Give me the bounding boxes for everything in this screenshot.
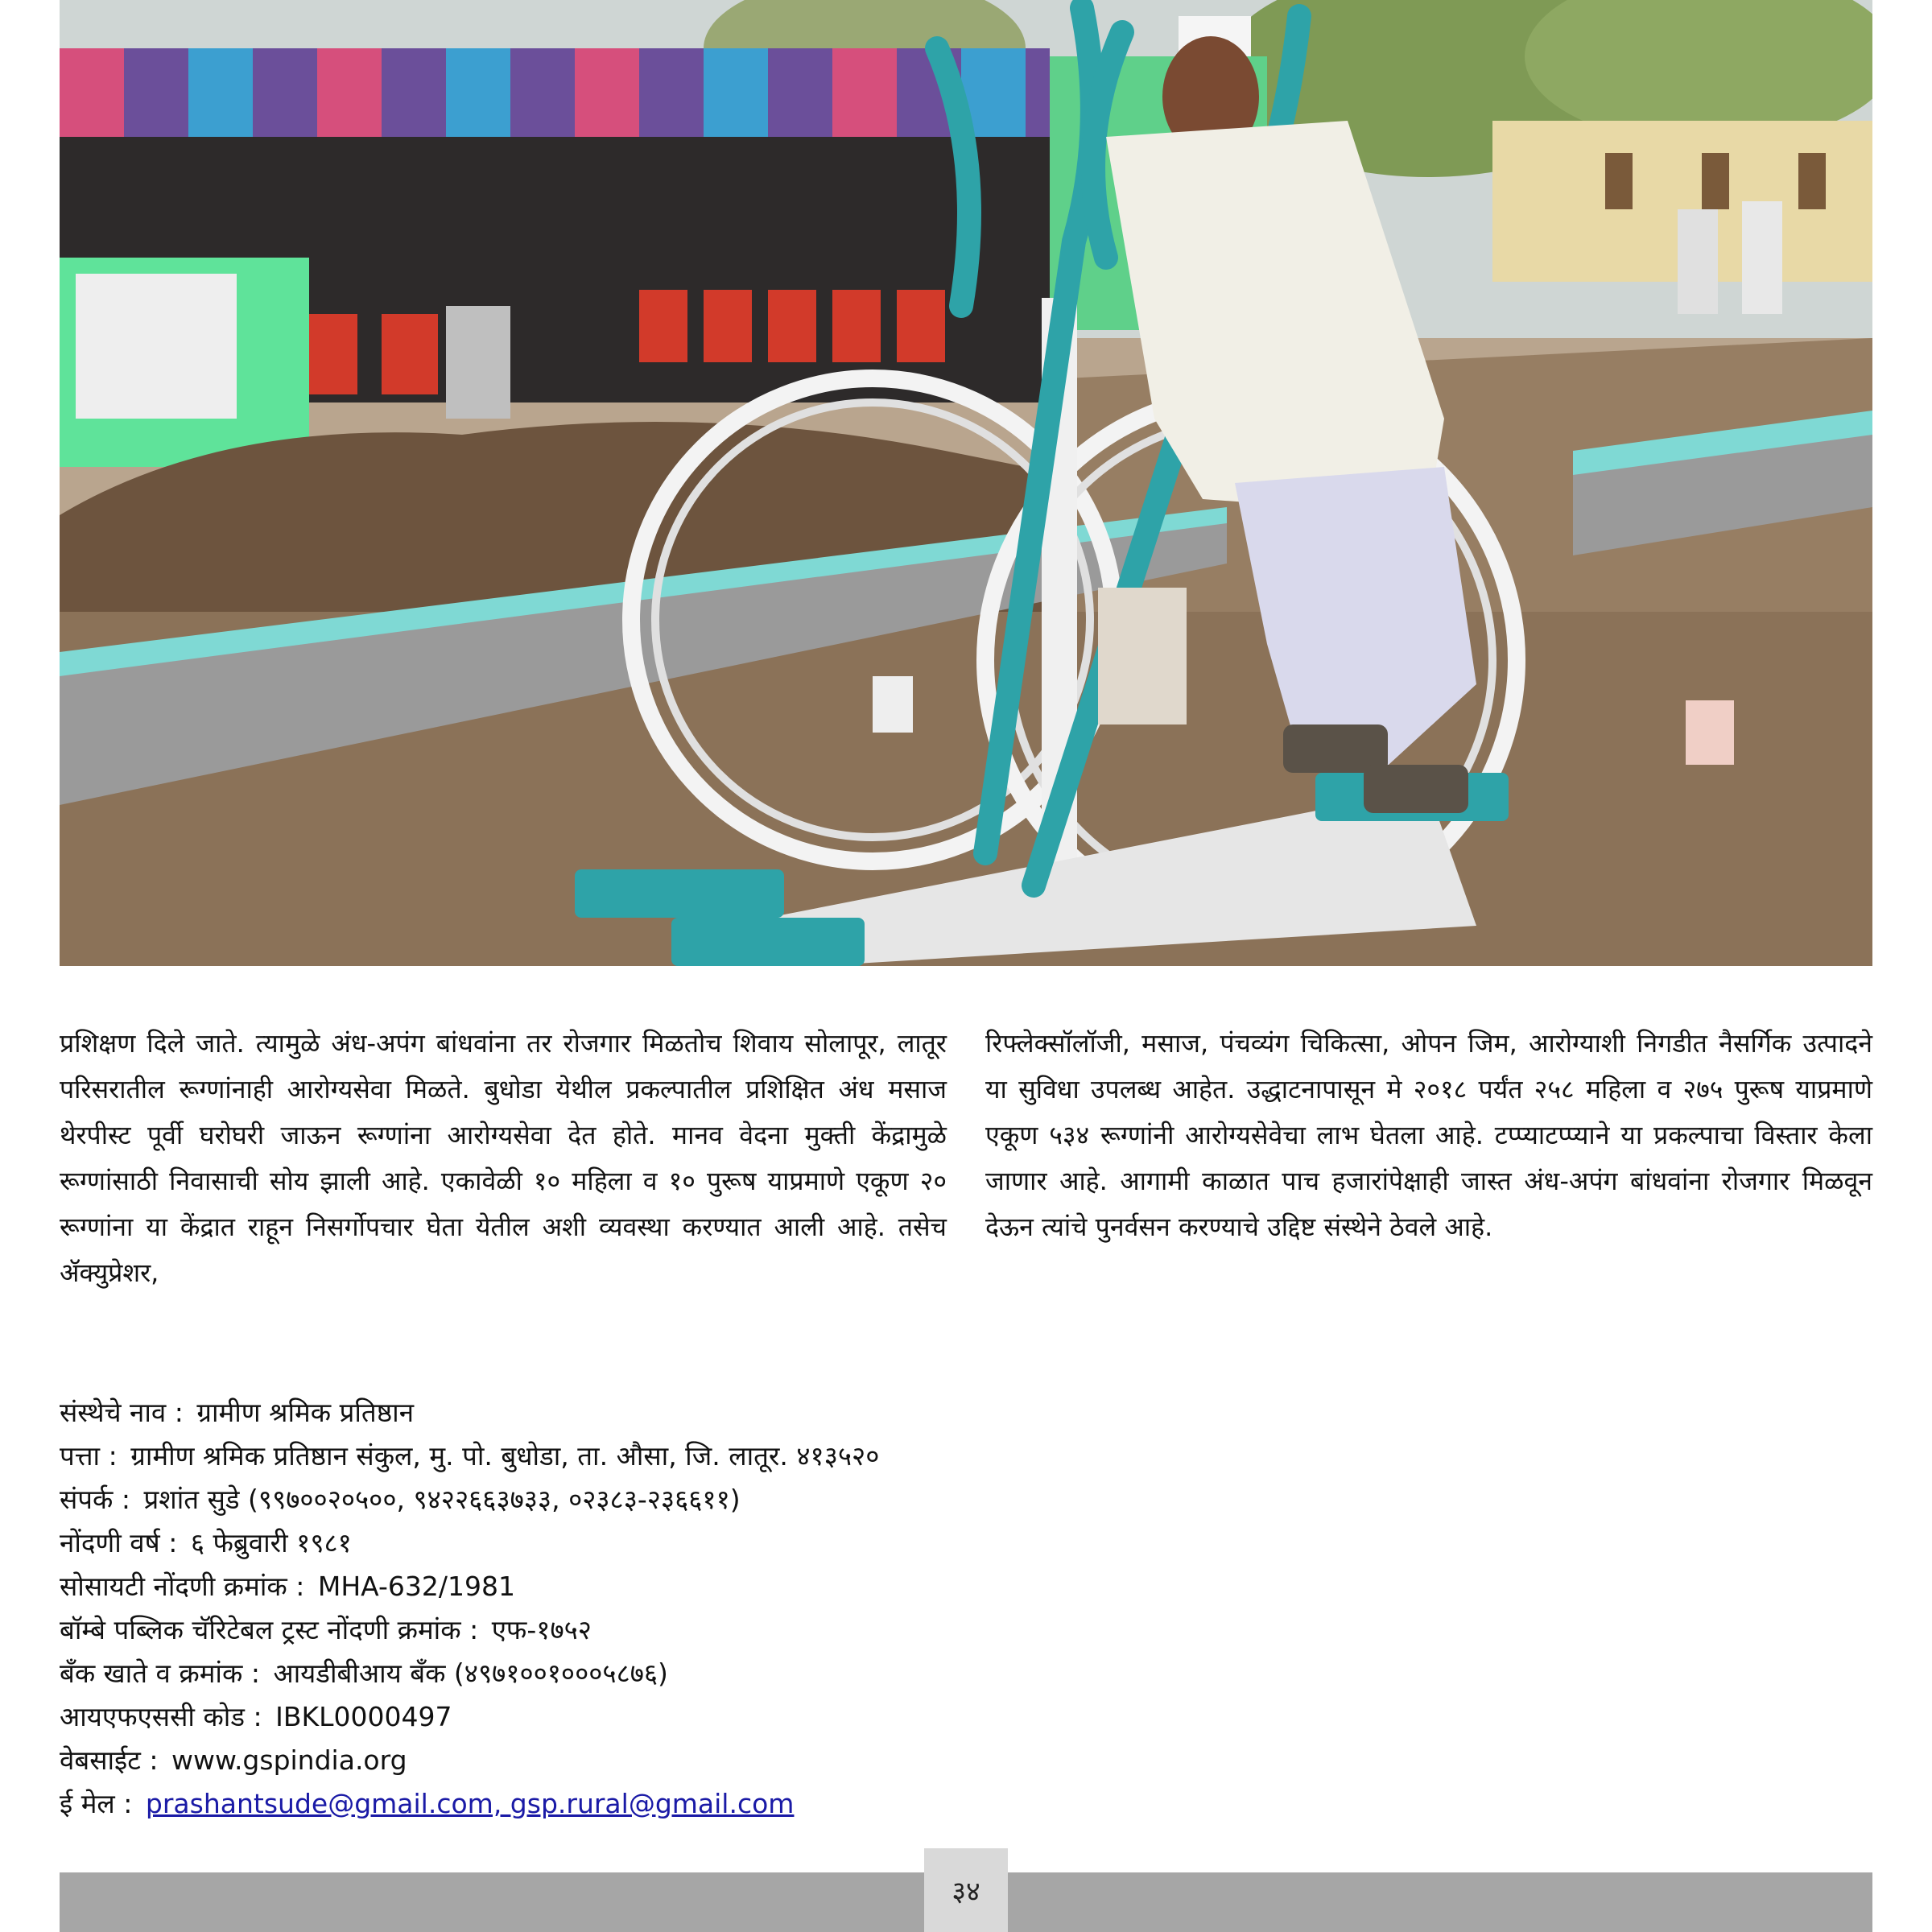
- info-label: ई मेल :: [60, 1788, 133, 1819]
- info-row-registration-year: [60, 1521, 1187, 1565]
- info-label: वेबसाईट :: [60, 1744, 159, 1776]
- info-label: आयएफएससी कोड :: [60, 1701, 262, 1732]
- info-label: पत्ता :: [60, 1440, 118, 1472]
- info-row-bank: [60, 1652, 1187, 1695]
- info-value: आयडीबीआय बँक (४९७१००१०००५८७६): [273, 1657, 668, 1689]
- info-label: नोंदणी वर्ष :: [60, 1527, 178, 1558]
- outdoor-gym-photo: [60, 0, 1872, 966]
- email-link[interactable]: prashantsude@gmail.com, gsp.rural@gmail.com: [145, 1788, 795, 1819]
- info-value: ग्रामीण श्रमिक प्रतिष्ठान संकुल, मु. पो. बुधोडा, ता. औसा, जि. लातूर. ४१३५२०: [130, 1440, 880, 1472]
- info-value: MHA-632/1981: [317, 1571, 516, 1602]
- info-value: एफ-१७५२: [491, 1614, 592, 1645]
- info-row-email: [60, 1782, 1187, 1826]
- organization-info: [60, 1391, 1187, 1826]
- info-row-address: [60, 1435, 1187, 1478]
- body-right-column: रिफ्लेक्सॉलॉजी, मसाज, पंचव्यंग चिकित्सा, ओपन जिम, आरोग्याशी निगडीत नैसर्गिक उत्पादने या सुविधा उपलब्ध आहेत. उद्धाटनापासून मे २०१८ पर्यंत २५८ महिला व २७५ पुरूष याप्रमाणे एकूण ५३४ रूग्णांनी आरोग्यसेवेचा लाभ घेतला आहे. टप्प्याटप्प्याने या प्रकल्पाचा विस्तार केला जाणार आहे. आगामी काळात पाच हजारांपेक्षाही जास्त अंध-अपंग बांधवांना रोजगार मिळवून देऊन त्यांचे पुनर्वसन करण्याचे उद्दिष्ट संस्थेने ठेवले आहे.: [985, 1028, 1872, 1242]
- info-label: संस्थेचे नाव :: [60, 1397, 184, 1428]
- info-label: बँक खाते व क्रमांक :: [60, 1657, 260, 1689]
- info-value: ग्रामीण श्रमिक प्रतिष्ठान: [196, 1397, 415, 1428]
- info-row-ifsc: [60, 1695, 1187, 1739]
- body-text: [60, 1021, 1872, 1294]
- info-row-website: [60, 1739, 1187, 1782]
- body-left-column: प्रशिक्षण दिले जाते. त्यामुळे अंध-अपंग बांधवांना तर रोजगार मिळतोच शिवाय सोलापूर, लातूर परिसरातील रूग्णांनाही आरोग्यसेवा मिळते. बुधोडा येथील प्रकल्पातील प्रशिक्षित अंध मसाज थेरपीस्ट पूर्वी घरोघरी जाऊन रूग्णांना आरोग्यसेवा देत होते. मानव वेदना मुक्ती केंद्रामुळे रूग्णांसाठी निवासाची सोय झाली आहे. एकावेळी १० महिला व १० पुरूष याप्रमाणे एकूण २० रूग्णांना या केंद्रात राहून निसर्गोपचार घेता येतील अशी व्यवस्था करण्यात आली आहे. तसेच ॲक्युप्रेशर,: [60, 1028, 947, 1288]
- website-link[interactable]: www.gspindia.org: [171, 1744, 407, 1776]
- info-row-society-registration: [60, 1565, 1187, 1608]
- outdoor-gym-photo-icon: [60, 0, 1872, 966]
- info-row-name: [60, 1391, 1187, 1435]
- info-row-contact: [60, 1478, 1187, 1521]
- page-number: ३४: [924, 1848, 1008, 1932]
- info-label: बॉम्बे पब्लिक चॅरिटेबल ट्रस्ट नोंदणी क्रमांक :: [60, 1614, 479, 1645]
- info-value: प्रशांत सुडे (९९७००२०५००, ९४२२६६३७३३, ०२३८३-२३६६११): [143, 1484, 741, 1515]
- info-label: संपर्क :: [60, 1484, 131, 1515]
- info-value: ६ फेब्रुवारी १९८१: [190, 1527, 352, 1558]
- info-value: IBKL0000497: [275, 1701, 452, 1732]
- info-label: सोसायटी नोंदणी क्रमांक :: [60, 1571, 305, 1602]
- info-row-trust-registration: [60, 1608, 1187, 1652]
